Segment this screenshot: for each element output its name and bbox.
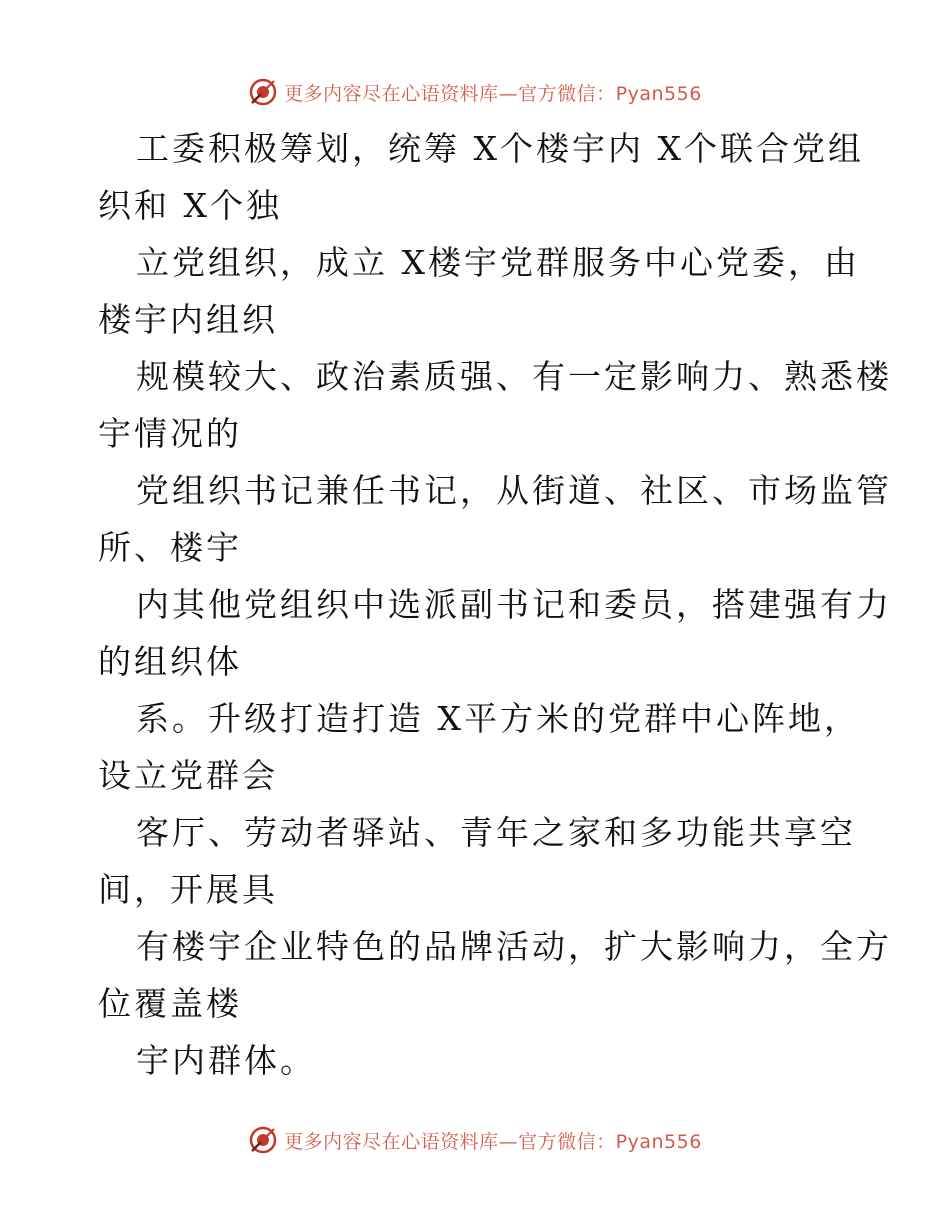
wechat-handle: Pyan556 bbox=[615, 82, 702, 105]
paragraph-line: 宇内群体。 bbox=[136, 1041, 316, 1080]
pen-logo-icon bbox=[248, 77, 278, 107]
paragraph-line: 楼宇内组织 bbox=[98, 300, 278, 339]
paragraph-line: 内其他党组织中选派副书记和委员，搭建强有力 bbox=[136, 585, 892, 624]
paragraph bbox=[0, 1032, 950, 1089]
paragraph bbox=[0, 804, 950, 918]
paragraph-line: 织和 X个独 bbox=[98, 186, 282, 225]
paragraph-line: 工委积极筹划，统筹 X个楼宇内 X个联合党组 bbox=[136, 129, 864, 168]
paragraph bbox=[0, 918, 950, 1032]
paragraph bbox=[0, 690, 950, 804]
footer-banner bbox=[0, 1120, 950, 1160]
paragraph-line: 党组织书记兼任书记，从街道、社区、市场监管 bbox=[136, 471, 892, 510]
paragraph bbox=[0, 348, 950, 462]
paragraph-line: 有楼宇企业特色的品牌活动，扩大影响力，全方 bbox=[136, 927, 892, 966]
paragraph bbox=[0, 234, 950, 348]
paragraph-line: 的组织体 bbox=[98, 642, 242, 681]
paragraph-line: 立党组织，成立 X楼宇党群服务中心党委，由 bbox=[136, 243, 860, 282]
document-body bbox=[0, 120, 950, 1089]
paragraph-line: 位覆盖楼 bbox=[98, 984, 242, 1023]
paragraph-line: 所、楼宇 bbox=[98, 528, 242, 567]
wechat-handle: Pyan556 bbox=[615, 1130, 702, 1153]
banner-label: 更多内容尽在心语资料库—官方微信： bbox=[284, 1130, 616, 1153]
paragraph-line: 间，开展具 bbox=[98, 870, 278, 909]
pen-logo-icon bbox=[248, 1125, 278, 1155]
paragraph-line: 规模较大、政治素质强、有一定影响力、熟悉楼 bbox=[136, 357, 892, 396]
paragraph bbox=[0, 462, 950, 576]
paragraph-line: 设立党群会 bbox=[98, 756, 278, 795]
paragraph bbox=[0, 576, 950, 690]
banner-label: 更多内容尽在心语资料库—官方微信： bbox=[284, 82, 616, 105]
paragraph-line: 系。升级打造打造 X平方米的党群中心阵地， bbox=[136, 699, 860, 738]
banner-text bbox=[284, 79, 702, 106]
paragraph bbox=[0, 120, 950, 234]
paragraph-line: 客厅、劳动者驿站、青年之家和多功能共享空 bbox=[136, 813, 856, 852]
paragraph-line: 宇情况的 bbox=[98, 414, 242, 453]
banner-text bbox=[284, 1127, 702, 1154]
header-banner bbox=[0, 72, 950, 112]
